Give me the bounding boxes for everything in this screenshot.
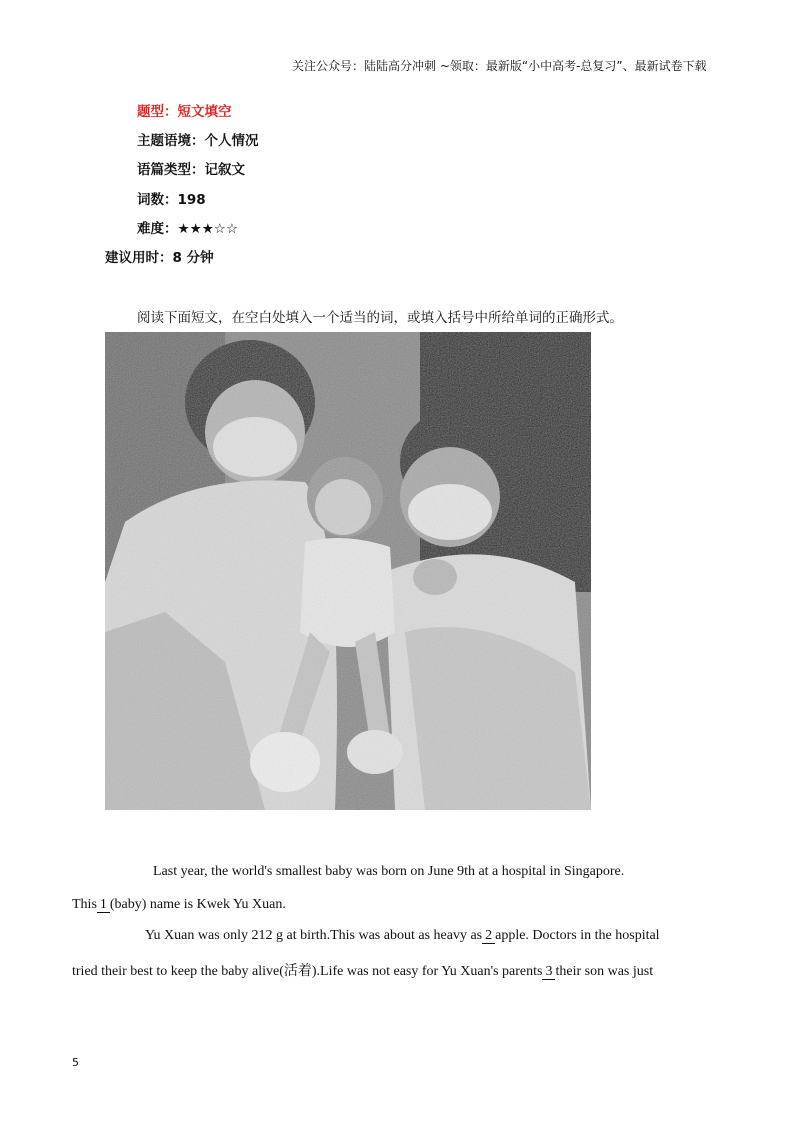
theme-context: 主题语境：个人情况	[137, 133, 259, 149]
instruction-text: 阅读下面短文，在空白处填入一个适当的词，或填入括号中所给单词的正确形式。	[137, 310, 623, 326]
passage-line	[72, 960, 653, 980]
passage-text: their son was just	[555, 964, 654, 979]
suggested-time: 建议用时：8 分钟	[105, 250, 214, 266]
difficulty-rating: 难度：★★★☆☆	[137, 221, 239, 237]
question-type: 题型：短文填空	[137, 104, 232, 120]
passage-line	[145, 928, 660, 944]
word-count: 词数：198	[137, 192, 206, 208]
passage-line: Last year, the world's smallest baby was born on June 9th at a hospital in Singapore.	[153, 864, 625, 879]
page-number: 5	[72, 1056, 79, 1069]
passage-text: (baby) name is Kwek Yu Xuan.	[109, 897, 286, 912]
passage-text: tried their best to keep the baby alive(活着).Life was not easy for Yu Xuan's parents	[72, 964, 543, 979]
passage-text: This	[72, 897, 97, 912]
header-note: 关注公众号：陆陆高分冲刺 ~领取：最新版“小中高考-总复习”、最新试卷下载	[292, 59, 707, 73]
passage-line	[72, 897, 286, 913]
blank-3: 3	[542, 964, 555, 980]
blank-1: 1	[97, 897, 110, 913]
passage-text: apple. Doctors in the hospital	[495, 928, 660, 943]
photo-two-nurses-holding-baby	[105, 332, 591, 810]
text-genre: 语篇类型：记叙文	[137, 162, 245, 178]
passage-text: Yu Xuan was only 212 g at birth.This was about as heavy as	[145, 928, 483, 943]
blank-2: 2	[482, 928, 495, 944]
